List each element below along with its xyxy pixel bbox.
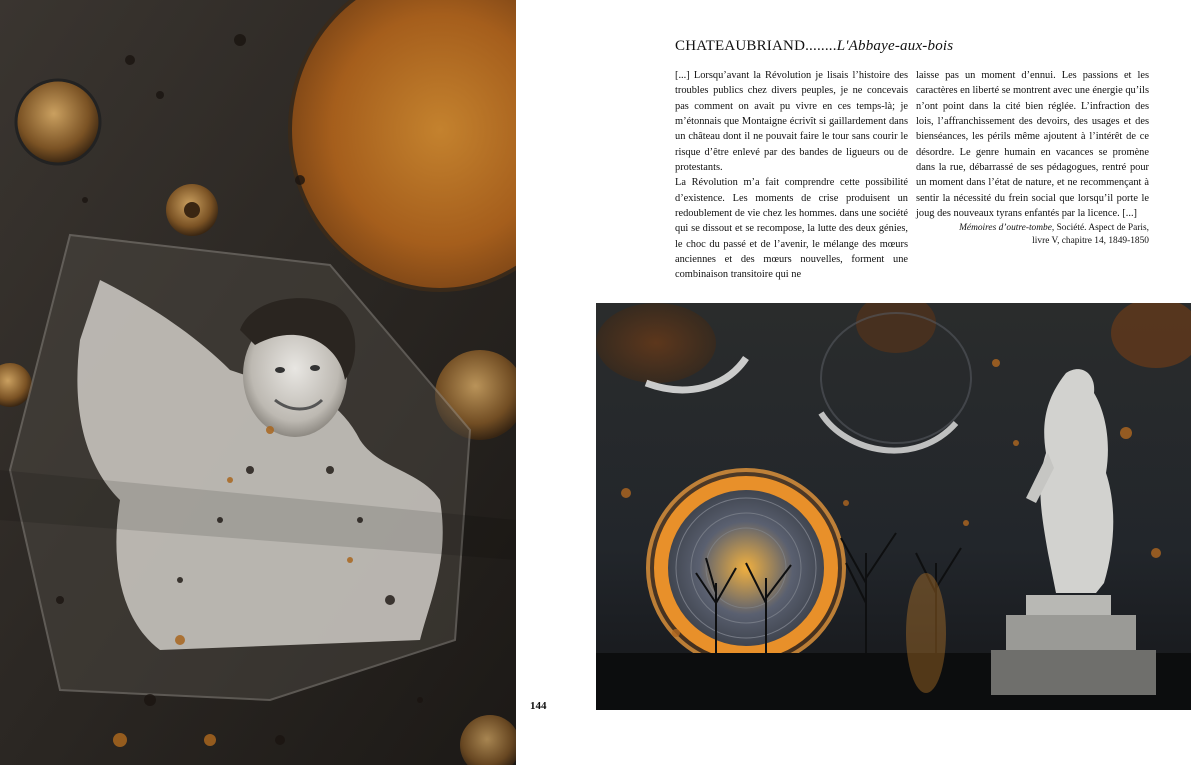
paragraph-3: laisse pas un moment d’ennui. Les passions et les caractères en liberté se montrent avec une énergie qu’ils n’ont point dans la cité bien réglée. L’infraction des lois, l’affranchissement des devoirs, des usages et des bienséances, les périls même ajoutent à l’intérêt de ce désordre. Le genre humain en vacances se promène dans la rue, débarrassé de ses pédagogues, rentré pour un moment dans l’état de nature, et ne recommençant à sentir la nécessité du frein social que lorsqu’il porte le joug des nouveaux tyrans enfantés par la licence. [...] (916, 70, 1149, 220)
text-columns (675, 68, 1149, 283)
text-column-left (675, 68, 908, 283)
page-number: 144 (530, 700, 547, 712)
right-photograph (596, 303, 1191, 710)
citation (916, 222, 1149, 248)
left-photograph (0, 0, 516, 765)
header-leader: ........ (805, 38, 837, 54)
section-header (675, 38, 1145, 55)
citation-line2: livre V, chapitre 14, 1849-1850 (1032, 236, 1149, 247)
portrait-on-glass-image (0, 0, 516, 765)
header-author: CHATEAUBRIAND (675, 38, 806, 54)
paragraph-1: [...] Lorsqu’avant la Révolution je lisais l’histoire des troubles publics chez divers peuples, je ne concevais pas comment on avait pu vivre en ces temps-là; je m’étonnais que Montaigne écrivît si gaillardement dans un château dont il ne pouvait faire le tour sans courir le risque d’être enlevé par des bandes de ligueurs ou de protestants. (675, 70, 908, 174)
citation-rest: , Société. Aspect de Paris, (1051, 223, 1149, 234)
citation-title: Mémoires d’outre-tombe (959, 223, 1052, 234)
paragraph-2: La Révolution m’a fait comprendre cette possibilité d’existence. Les moments de crise produisent un redoublement de vie chez les hommes. dans une société qui se dissout et se recompose, la lutte des deux génies, le choc du passé et de l’avenir, le mélange des mœurs anciennes et des mœurs nouvelles, forment une combinaison transitoire qui ne (675, 177, 908, 281)
text-column-right (916, 68, 1149, 283)
header-work-title: L'Abbaye-aux-bois (836, 38, 954, 54)
collage-image (596, 303, 1191, 710)
